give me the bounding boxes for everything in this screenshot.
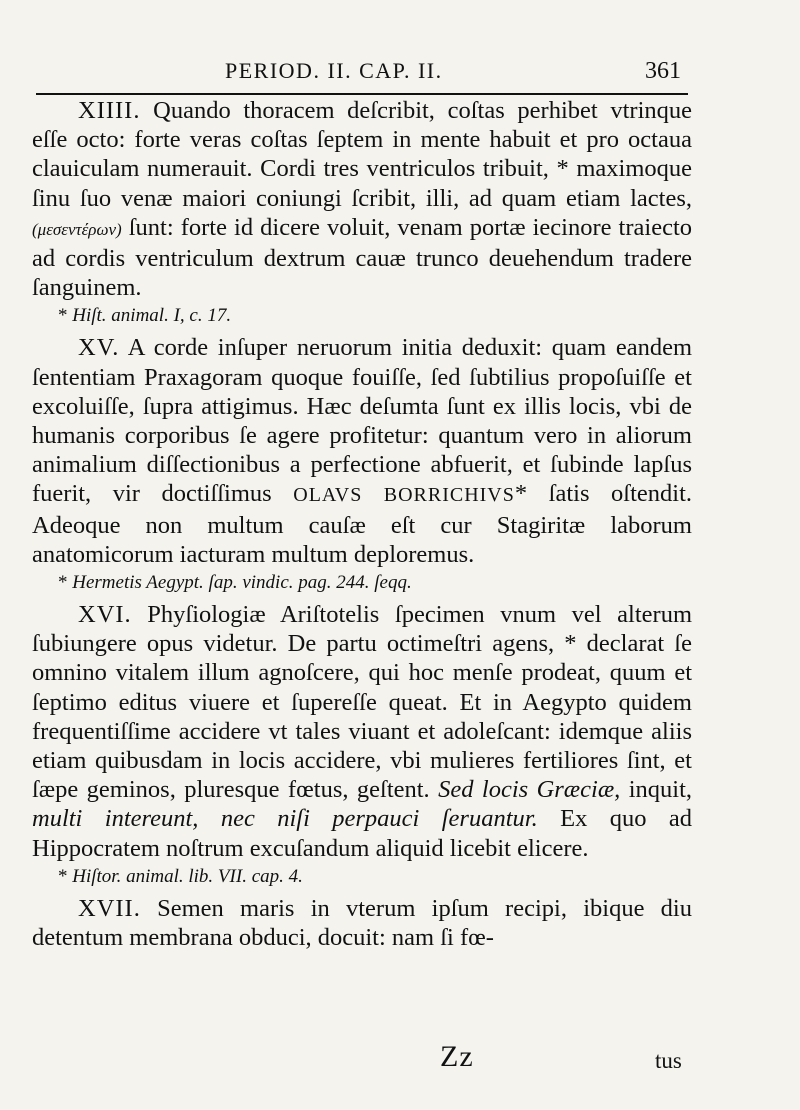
- paragraph-text: A corde inſuper neruorum initia deduxit: quam eandem ſententiam Praxagoram quoque fouiſſe, ſed ſubtilius propoſuiſſe et excoluiſſe, ſupra attigimus. Hæc deſumta ſunt ex illis locis, vbi de humanis corporibus ſe agere profitetur: quantum vero in aliorum animalium diſſectionibus a perfectione abfuerit, et ſubinde lapſus fuerit, vir doctiſſimus: [32, 334, 693, 508]
- author-name: OLAVS BORRICHIVS: [293, 484, 515, 507]
- paragraph-number: XVI.: [78, 601, 132, 629]
- paragraph-text: ſunt: forte id dicere voluit, venam portæ iecinore traiecto ad cordis ventriculum dextrum cauæ trunco deuehendum tradere ſanguinem.: [32, 213, 693, 302]
- page-header: [0, 58, 800, 88]
- greek-term: (μεσεντέρων): [32, 219, 122, 239]
- paragraph-text: Phyſiologiæ Ariſtotelis ſpecimen vnum vel alterum ſubiungere opus videtur. De partu octimeſtri agens, * declarat ſe omnino vitalem illum agnoſcere, qui hoc menſe prodeat, quum et ſeptimo editus viuere et ſupereſſe queat. Et in Aegypto quidem frequentiſſime accidere vt tales viuant et adoleſcant: idemque aliis etiam quibusdam in locis accidere, vbi mulieres fertiliores ſint, et ſæpe geminos, pluresque fœtus, geſtent.: [32, 601, 692, 804]
- footnote-text: Hiſtor. animal. lib. VII. cap. 4.: [72, 865, 303, 887]
- paragraph-number: XV.: [78, 334, 120, 362]
- quotation: Sed locis Græciæ,: [438, 776, 621, 804]
- paragraph-14: [32, 96, 692, 302]
- paragraph-text: Quando thoracem deſcribit, coſtas perhibet vtrinque eſſe octo: forte veras coſtas ſeptem in mente habuit et pro octaua clauiculam numerauit. Cordi tres ventriculos tribuit, * maximoque ſinu ſuo venæ maiori coniungi ſcribit, illi, ad quam etiam lactes,: [32, 97, 692, 212]
- paragraph-16: [32, 600, 692, 863]
- footnote-text: Hiſt. animal. I, c. 17.: [72, 305, 232, 327]
- paragraph-text: Semen maris in vterum ipſum recipi, ibique diu detentum membrana obduci, docuit: nam ſi fœ-: [32, 894, 692, 952]
- paragraph-15: [32, 333, 692, 569]
- paragraph-number: XIIII.: [78, 97, 141, 124]
- footnote: [32, 303, 692, 329]
- catchword: tus: [655, 1048, 682, 1073]
- paragraph-17: [32, 894, 692, 952]
- header-rule: [36, 93, 688, 95]
- running-head: PERIOD. II. CAP. II.: [225, 58, 443, 83]
- paragraph-text: inquit,: [628, 776, 693, 804]
- paragraph-number: XVII.: [78, 894, 141, 922]
- body-text: [32, 96, 692, 952]
- paragraph-text: Ex quo ad Hippocratem noſtrum excuſandum aliquid licebit elicere.: [32, 805, 693, 862]
- asterisk-icon: *: [58, 572, 68, 594]
- paragraph-text: * ſatis oſtendit. Adeoque non multum cauſæ eſt cur Stagiritæ laborum anatomicorum iacturam multum deploremus.: [32, 480, 693, 568]
- footnote-text: Hermetis Aegypt. ſap. vindic. pag. 244. ſeqq.: [72, 572, 412, 594]
- footnote: [32, 570, 692, 596]
- asterisk-icon: *: [58, 305, 68, 327]
- footnote: [32, 864, 692, 890]
- page-number: 361: [645, 58, 681, 84]
- asterisk-icon: *: [58, 865, 68, 887]
- quotation: multi intereunt, nec niſi perpauci ſeruantur.: [32, 805, 538, 833]
- signature-mark: Zz: [440, 1040, 474, 1073]
